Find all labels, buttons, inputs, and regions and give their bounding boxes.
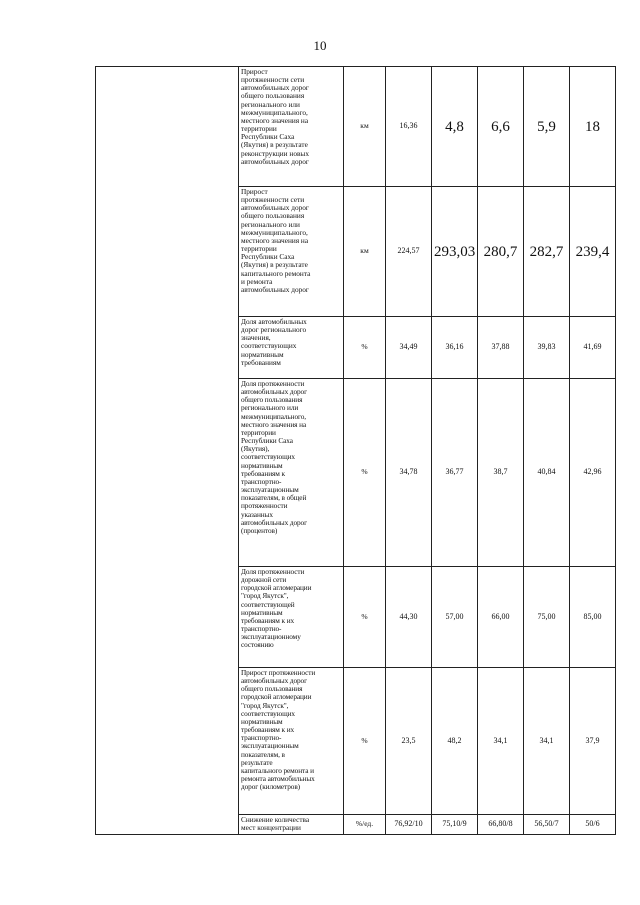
value-cell: 34,1 bbox=[524, 668, 570, 815]
value-cell: 5,9 bbox=[524, 67, 570, 187]
value-cell: 56,50/7 bbox=[524, 815, 570, 835]
value-cell: 224,57 bbox=[386, 187, 432, 317]
value-cell: 282,7 bbox=[524, 187, 570, 317]
value-cell: 34,49 bbox=[386, 317, 432, 379]
value-cell: 40,84 bbox=[524, 379, 570, 567]
value-cell: 6,6 bbox=[478, 67, 524, 187]
value-cell: 36,16 bbox=[432, 317, 478, 379]
value-cell: 37,88 bbox=[478, 317, 524, 379]
value-cell: 38,7 bbox=[478, 379, 524, 567]
indicator-cell: Прирост протяженности сети автомобильных дорог общего пользования регионального или межмуниципального, местного значения на территории Республики Саха (Якутия) в результате реконструкции новых автомобильных дорог bbox=[239, 67, 344, 187]
value-cell: 16,36 bbox=[386, 67, 432, 187]
value-cell: 293,03 bbox=[432, 187, 478, 317]
value-cell: 280,7 bbox=[478, 187, 524, 317]
value-cell: 37,9 bbox=[570, 668, 616, 815]
unit-cell: км bbox=[344, 67, 386, 187]
indicator-cell: Снижение количества мест концентрации bbox=[239, 815, 344, 835]
value-cell: 34,1 bbox=[478, 668, 524, 815]
indicator-cell: Прирост протяженности сети автомобильных дорог общего пользования регионального или межмуниципального, местного значения на территории Республики Саха (Якутия) в результате капитального ремонта и ремонта автомобильных дорог bbox=[239, 187, 344, 317]
value-cell: 41,69 bbox=[570, 317, 616, 379]
unit-cell: % bbox=[344, 317, 386, 379]
value-cell: 4,8 bbox=[432, 67, 478, 187]
indicator-cell: Доля автомобильных дорог регионального значения, соответствующих нормативным требованиям bbox=[239, 317, 344, 379]
value-cell: 239,4 bbox=[570, 187, 616, 317]
value-cell: 76,92/10 bbox=[386, 815, 432, 835]
unit-cell: %/ед. bbox=[344, 815, 386, 835]
value-cell: 75,00 bbox=[524, 567, 570, 668]
unit-cell: % bbox=[344, 668, 386, 815]
value-cell: 23,5 bbox=[386, 668, 432, 815]
value-cell: 50/6 bbox=[570, 815, 616, 835]
value-cell: 44,30 bbox=[386, 567, 432, 668]
value-cell: 75,10/9 bbox=[432, 815, 478, 835]
blank-cell bbox=[96, 67, 239, 835]
indicator-cell: Прирост протяженности автомобильных дорог общего пользования городской агломерации "город Якутск", соответствующих нормативным требованиям к их транспортно- эксплуатационным показателям, в результате капитального ремонта и ремонта автомобильных дорог (километров) bbox=[239, 668, 344, 815]
unit-cell: % bbox=[344, 567, 386, 668]
value-cell: 48,2 bbox=[432, 668, 478, 815]
indicator-cell: Доля протяженности автомобильных дорог общего пользования регионального или межмуниципального, местного значения на территории Республики Саха (Якутия), соответствующих нормативным требованиям к транспортно- эксплуатационным показателям, в общей протяженности указанных автомобильных дорог (процентов) bbox=[239, 379, 344, 567]
table-row bbox=[96, 67, 616, 187]
value-cell: 39,83 bbox=[524, 317, 570, 379]
value-cell: 57,00 bbox=[432, 567, 478, 668]
value-cell: 66,00 bbox=[478, 567, 524, 668]
value-cell: 34,78 bbox=[386, 379, 432, 567]
indicators-table bbox=[95, 66, 616, 835]
value-cell: 18 bbox=[570, 67, 616, 187]
value-cell: 42,96 bbox=[570, 379, 616, 567]
unit-cell: % bbox=[344, 379, 386, 567]
unit-cell: км bbox=[344, 187, 386, 317]
value-cell: 36,77 bbox=[432, 379, 478, 567]
value-cell: 66,80/8 bbox=[478, 815, 524, 835]
indicator-cell: Доля протяженности дорожной сети городской агломерации "город Якутск", соответствующей нормативным требованиям к их транспортно- эксплуатационному состоянию bbox=[239, 567, 344, 668]
value-cell: 85,00 bbox=[570, 567, 616, 668]
page-number: 10 bbox=[313, 38, 327, 53]
